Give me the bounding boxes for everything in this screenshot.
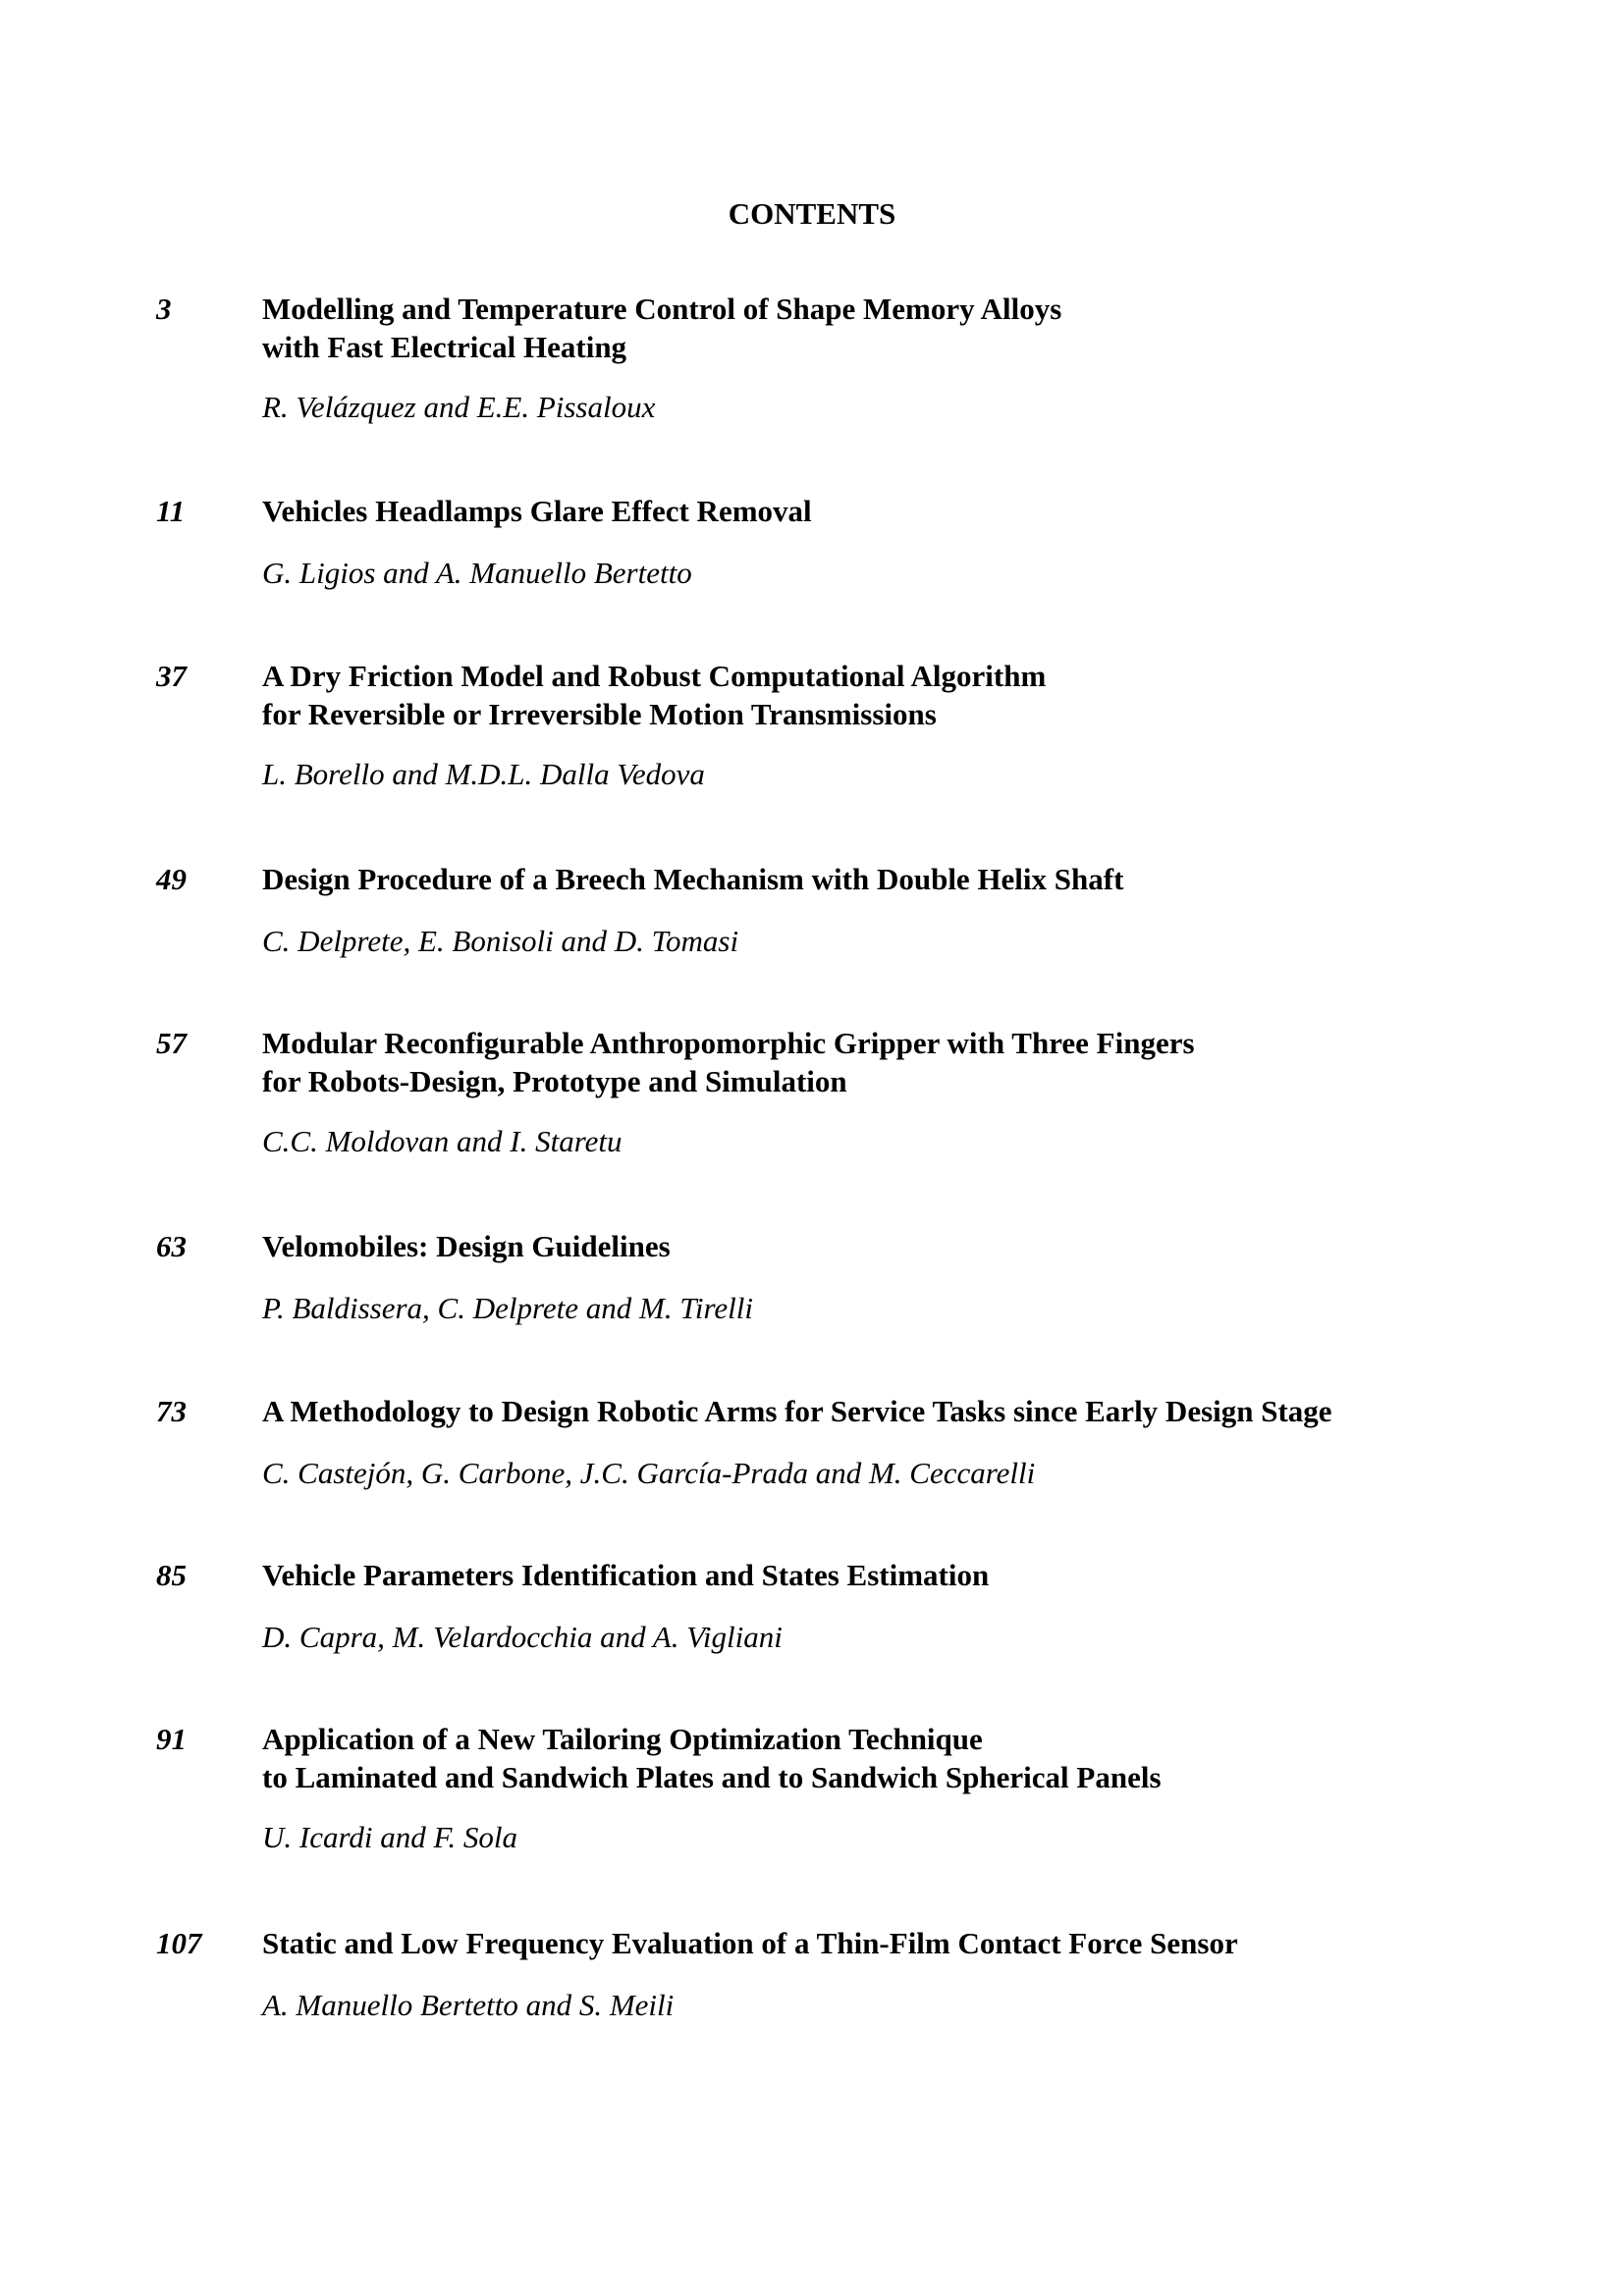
toc-entry-authors: C.C. Moldovan and I. Staretu (262, 1124, 623, 1158)
toc-entry-authors: A. Manuello Bertetto and S. Meili (262, 1988, 675, 2022)
toc-page-number: 3 (156, 292, 172, 326)
toc-page-number: 11 (156, 494, 186, 528)
toc-title-line: Modular Reconfigurable Anthropomorphic Gripper with Three Fingers (262, 1026, 1195, 1060)
toc-entry-title (262, 492, 812, 530)
toc-title-line: Application of a New Tailoring Optimization Technique (262, 1722, 983, 1756)
toc-page-number: 49 (156, 862, 187, 896)
toc-entry-title (262, 1924, 1238, 1962)
toc-entry-authors: L. Borello and M.D.L. Dalla Vedova (262, 757, 705, 791)
toc-title-line: to Laminated and Sandwich Plates and to Sandwich Spherical Panels (262, 1760, 1162, 1794)
toc-title-line: for Reversible or Irreversible Motion Transmissions (262, 697, 937, 731)
toc-page-number: 85 (156, 1558, 187, 1592)
toc-entry-title (262, 1556, 989, 1594)
toc-entry-authors: U. Icardi and F. Sola (262, 1820, 518, 1854)
toc-title-line: Vehicles Headlamps Glare Effect Removal (262, 494, 812, 528)
toc-entry-title (262, 1720, 1162, 1796)
toc-page-number: 91 (156, 1722, 187, 1756)
toc-title-line: for Robots-Design, Prototype and Simulation (262, 1064, 847, 1098)
toc-entry-authors: R. Velázquez and E.E. Pissaloux (262, 390, 656, 424)
toc-title-line: with Fast Electrical Heating (262, 330, 627, 364)
toc-title-line: Static and Low Frequency Evaluation of a Thin-Film Contact Force Sensor (262, 1926, 1238, 1960)
toc-title-line: A Methodology to Design Robotic Arms for Service Tasks since Early Design Stage (262, 1394, 1332, 1428)
toc-entry-title (262, 1392, 1332, 1430)
toc-page-number: 37 (156, 659, 187, 693)
toc-entry-title (262, 1227, 671, 1265)
toc-entry-title (262, 657, 1046, 733)
toc-entry-title (262, 1024, 1195, 1100)
toc-page-number: 63 (156, 1229, 187, 1263)
toc-entry-title (262, 290, 1061, 366)
toc-title-line: A Dry Friction Model and Robust Computational Algorithm (262, 659, 1047, 693)
toc-entry-authors: C. Castejón, G. Carbone, J.C. García-Prada and M. Ceccarelli (262, 1456, 1036, 1490)
toc-page-number: 73 (156, 1394, 187, 1428)
toc-entry-authors: P. Baldissera, C. Delprete and M. Tirelli (262, 1291, 754, 1325)
toc-page-number: 107 (156, 1926, 202, 1960)
toc-entry-authors: C. Delprete, E. Bonisoli and D. Tomasi (262, 924, 739, 958)
toc-entry-authors: G. Ligios and A. Manuello Bertetto (262, 556, 692, 590)
toc-page-number: 57 (156, 1026, 187, 1060)
page-title: CONTENTS (728, 196, 896, 231)
toc-entry-title (262, 860, 1123, 898)
toc-entry-authors: D. Capra, M. Velardocchia and A. Vigliani (262, 1620, 783, 1654)
toc-title-line: Vehicle Parameters Identification and States Estimation (262, 1558, 990, 1592)
toc-title-line: Design Procedure of a Breech Mechanism with Double Helix Shaft (262, 862, 1124, 896)
toc-title-line: Modelling and Temperature Control of Shape Memory Alloys (262, 292, 1062, 326)
toc-title-line: Velomobiles: Design Guidelines (262, 1229, 671, 1263)
